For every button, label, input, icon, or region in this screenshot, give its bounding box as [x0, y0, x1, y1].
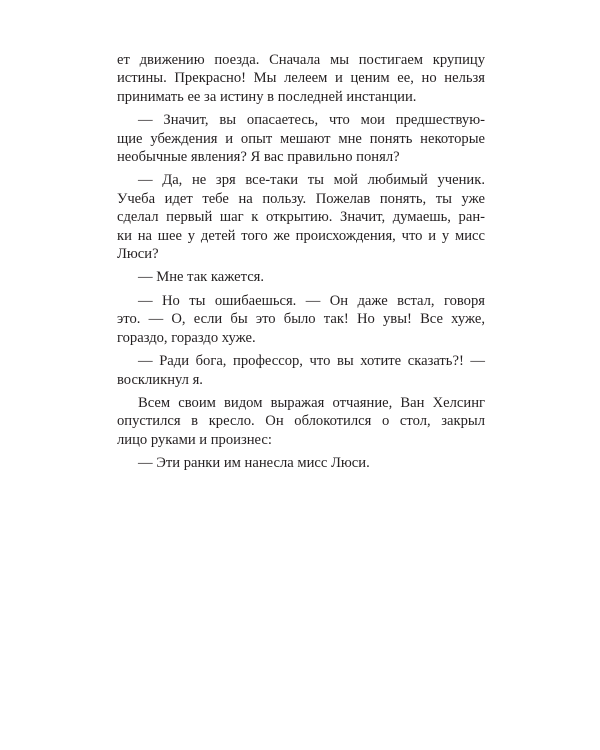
text-line: необычные явления? Я вас правильно понял? — [117, 149, 400, 166]
paragraph — [117, 454, 485, 472]
paragraph — [117, 51, 485, 106]
text-line: — Мне так кажется. — [138, 269, 265, 286]
body-text — [117, 51, 485, 478]
text-line: гораздо, гораздо хуже. — [117, 329, 256, 346]
text-line: воскликнул я. — [117, 371, 203, 388]
text-line: — Значит, вы опасаетесь, что мои предшествую- — [138, 112, 485, 129]
text-line: Всем своим видом выражая отчаяние, Ван Хелсинг — [138, 394, 485, 411]
text-line: сделал первый шаг к открытию. Значит, думаешь, ран- — [117, 209, 485, 226]
text-line: — Да, не зря все-таки ты мой любимый ученик. — [138, 172, 485, 189]
text-line: Учеба идет тебе на пользу. Пожелав понять, ты уже — [117, 190, 485, 207]
paragraph — [117, 171, 485, 263]
text-line: — Эти ранки им нанесла мисс Люси. — [138, 455, 370, 472]
text-line: ки на шее у детей того же происхождения, что и у мисс — [117, 227, 485, 244]
text-line: Люси? — [117, 246, 159, 263]
text-line: опустился в кресло. Он облокотился о стол, закрыл — [117, 413, 485, 430]
paragraph — [117, 352, 485, 389]
text-line: истины. Прекрасно! Мы лелеем и ценим ее, но нельзя — [117, 70, 485, 87]
paragraph — [117, 111, 485, 166]
text-line: ет движению поезда. Сначала мы постигаем крупицу — [117, 52, 485, 68]
text-line: — Ради бога, профессор, что вы хотите сказать?! — — [138, 353, 485, 370]
text-line: это. — О, если бы это было так! Но увы! Все хуже, — [117, 311, 485, 328]
text-line: принимать ее за истину в последней инстанции. — [117, 88, 417, 105]
text-line: — Но ты ошибаешься. — Он даже встал, говоря — [138, 292, 485, 309]
text-line: щие убеждения и опыт мешают мне понять некоторые — [117, 130, 485, 147]
paragraph — [117, 292, 485, 347]
text-line: лицо руками и произнес: — [117, 431, 272, 448]
paragraph — [117, 268, 485, 286]
paragraph — [117, 394, 485, 449]
